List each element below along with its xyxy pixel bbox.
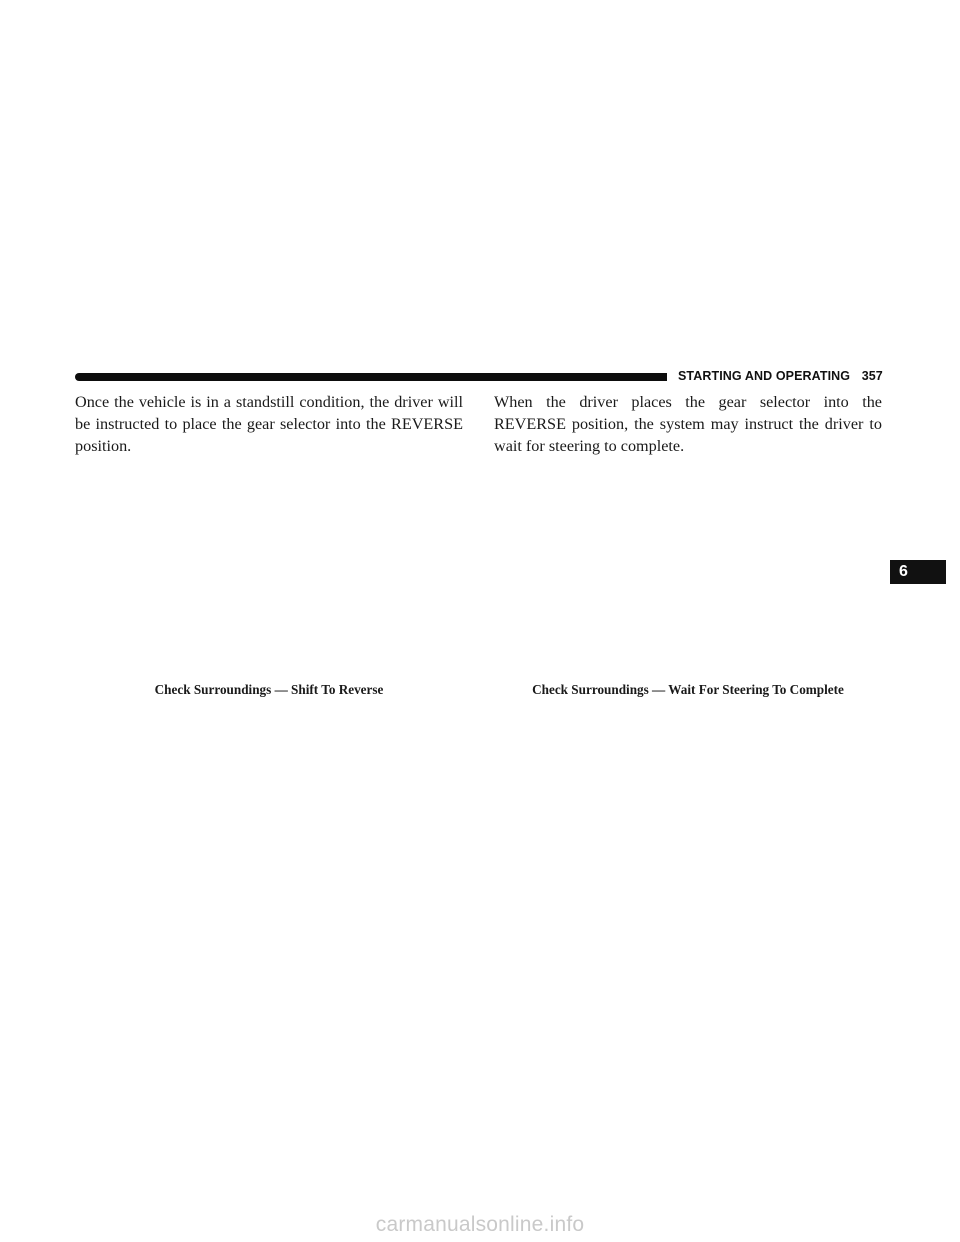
running-header bbox=[678, 369, 883, 387]
left-column-paragraph: Once the vehicle is in a standstill condition, the driver will be instructed to place the gear selector into the REVERSE position. bbox=[75, 393, 463, 455]
header-rule bbox=[75, 373, 667, 381]
watermark: carmanualsonline.info bbox=[375, 1213, 585, 1236]
figure-caption-left: Check Surroundings — Shift To Reverse bbox=[154, 682, 384, 697]
page-number: 357 bbox=[861, 369, 883, 383]
figure-caption-right: Check Surroundings — Wait For Steering To Complete bbox=[532, 682, 844, 697]
right-column-paragraph: When the driver places the gear selector into the REVERSE position, the system may instruct the driver to wait for steering to complete. bbox=[494, 393, 882, 455]
section-title: STARTING AND OPERATING bbox=[678, 369, 851, 383]
chapter-tab: 6 bbox=[890, 560, 946, 584]
